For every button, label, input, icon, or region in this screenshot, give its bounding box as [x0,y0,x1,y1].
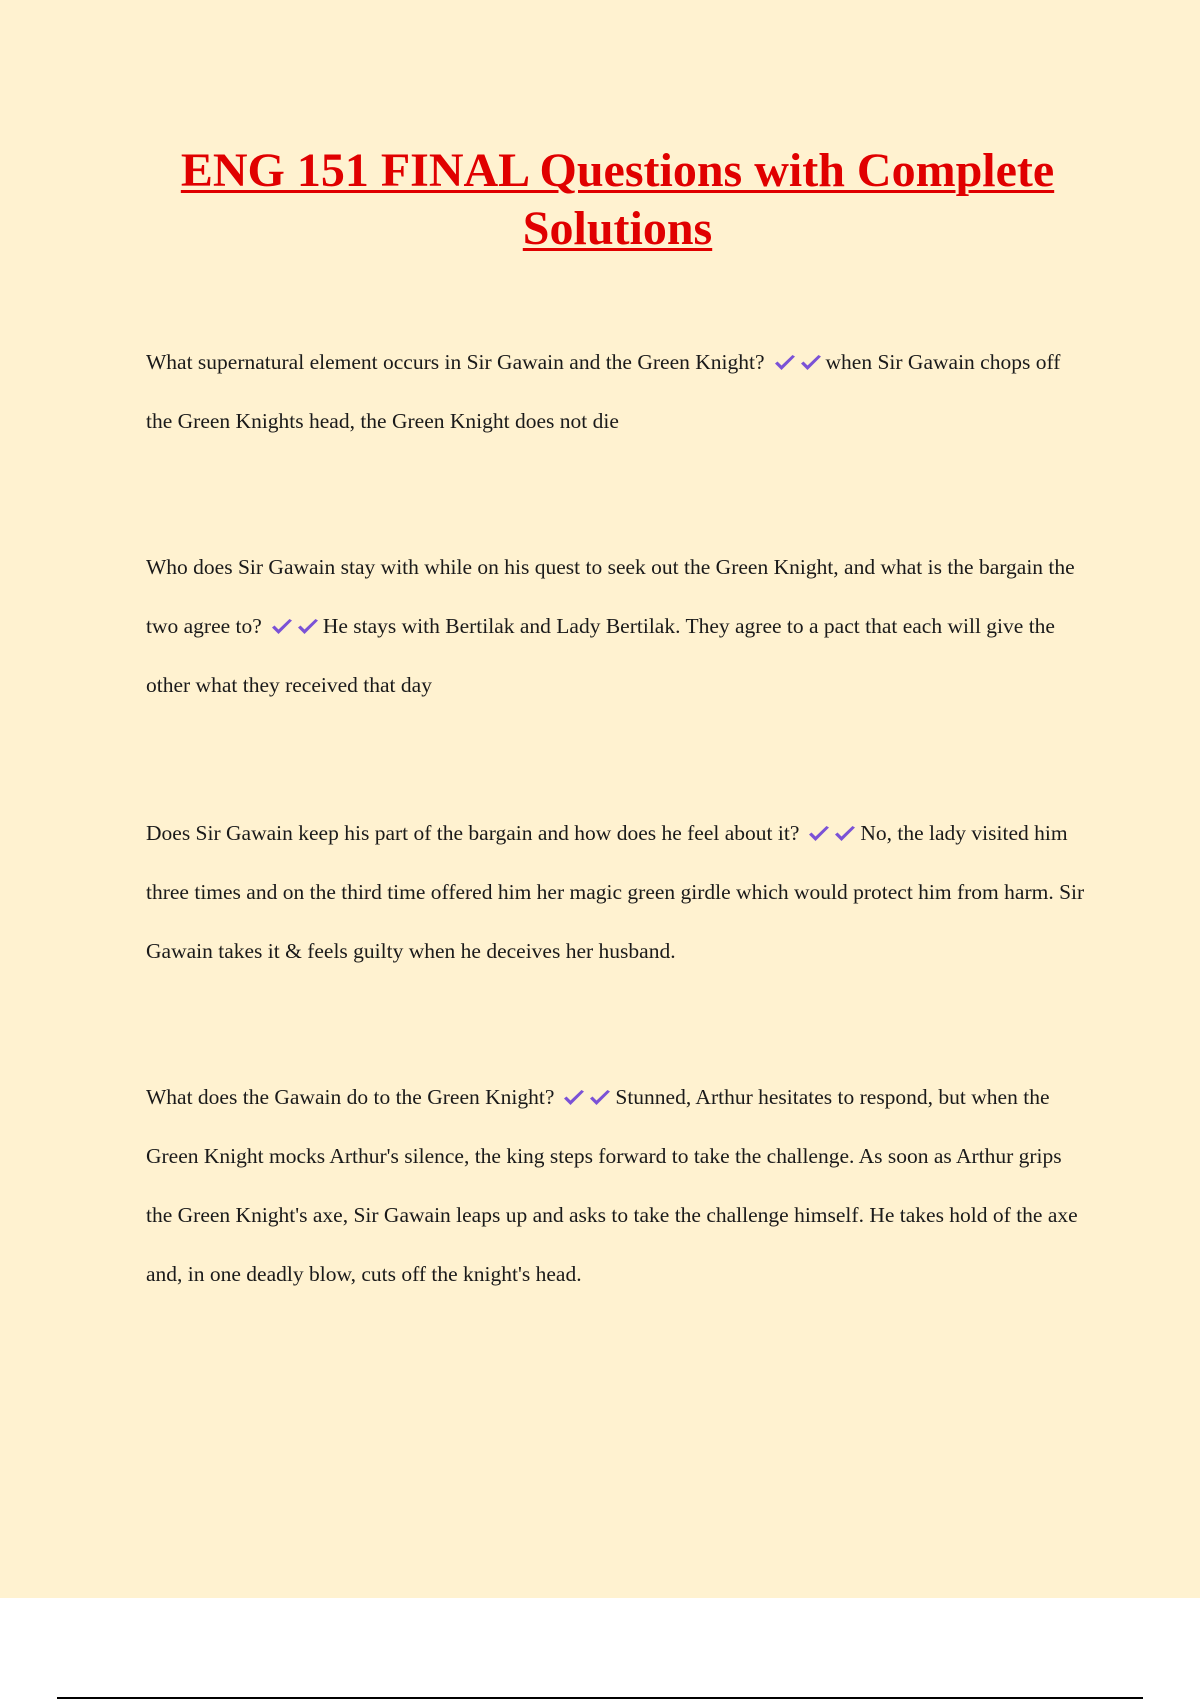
question-text: What supernatural element occurs in Sir Gawain and the Green Knight? [146,350,765,374]
check-icon [799,354,823,372]
question-text: What does the Gawain do to the Green Knight? [146,1085,555,1109]
check-icon [296,618,320,636]
answer-marker [805,804,857,863]
check-icon [833,825,857,843]
answer-text: No, the lady visited him three times and on the third time offered him her magic green girdle which would protect him from harm. Sir Gawain takes it & feels guilty when he deceives her husband. [146,821,1085,963]
check-icon [588,1089,612,1107]
check-icon [807,825,831,843]
answer-marker [268,597,320,656]
answer-text: He stays with Bertilak and Lady Bertilak. They agree to a pact that each will give the other what they received that day [146,614,1055,697]
question-text: Does Sir Gawain keep his part of the bargain and how does he feel about it? [146,821,800,845]
footer-divider [57,1697,1143,1699]
document-title: ENG 151 FINAL Questions with Complete Solutions [180,144,1055,255]
answer-marker [771,333,823,392]
answer-marker [560,1068,612,1127]
answer-text: when Sir Gawain chops off the Green Knights head, the Green Knight does not die [146,350,1061,433]
qa-item [146,1068,1086,1304]
check-icon [562,1089,586,1107]
answer-text: Stunned, Arthur hesitates to respond, but when the Green Knight mocks Arthur's silence, the king steps forward to take the challenge. As soon as Arthur grips the Green Knight's axe, Sir Gawain leaps up and asks to take the challenge himself. He takes hold of the axe and, in one deadly blow, cuts off the knight's head. [146,1085,1078,1286]
check-icon [773,354,797,372]
qa-item [146,538,1086,715]
qa-item [146,804,1086,981]
check-icon [270,618,294,636]
question-text: Who does Sir Gawain stay with while on his quest to seek out the Green Knight, and what is the bargain the two agree to? [146,555,1075,638]
qa-item [146,333,1086,451]
